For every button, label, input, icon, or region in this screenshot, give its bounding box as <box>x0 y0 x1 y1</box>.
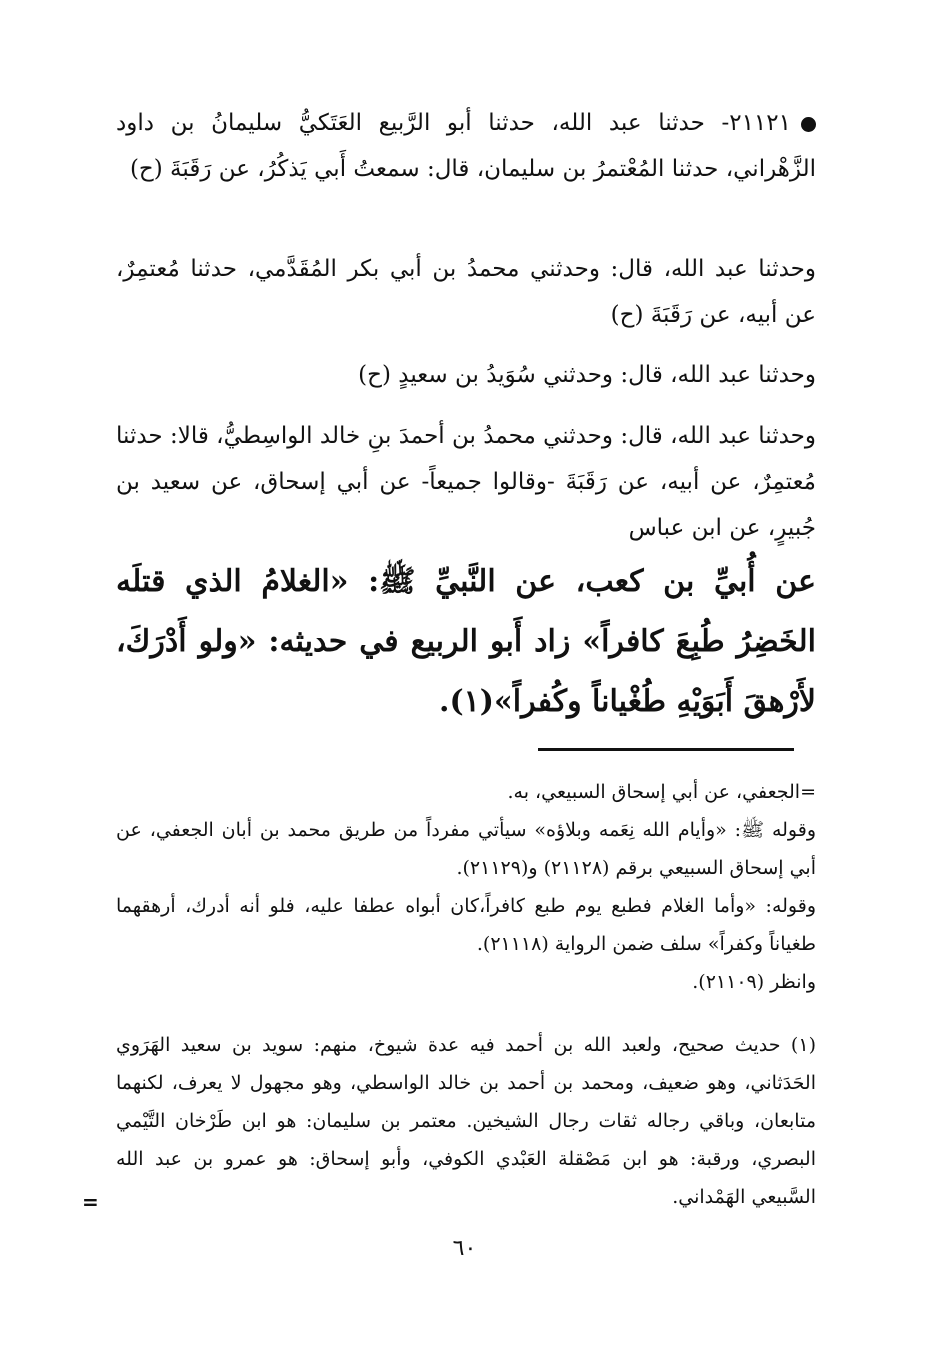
isnad-paragraph: وحدثنا عبد الله، قال: وحدثني محمدُ بن أحمدَ بنِ خالد الواسِطيُّ، قالا: حدثنا مُعتمِرٌ، عن أبيه، عن رَقَبَةَ -وقالوا جميعاً- عن أبي إسحاق، عن سعيد بن جُبيرٍ، عن ابن عباس <box>116 423 816 541</box>
continued-mark: = <box>82 1190 99 1214</box>
bullet-icon <box>801 117 816 132</box>
isnad-paragraph <box>116 100 816 192</box>
footnote-continuation <box>116 773 816 1001</box>
hadith-isnad-3 <box>116 352 816 398</box>
hadith-isnad-4 <box>116 413 816 551</box>
hadith-isnad-2 <box>116 246 816 338</box>
page-number: ٦٠ <box>452 1236 477 1261</box>
hadith-matn <box>116 552 816 732</box>
footnote-text: (١) حديث صحيح، ولعبد الله بن أحمد فيه عدة شيوخ، منهم: سويد بن سعيد الهَرَوي الحَدَثاني، وهو ضعيف، ومحمد بن أحمد بن خالد الواسطي، وهو مجهول لا يعرف، لكنهما متابعان، وباقي رجاله ثقات رجال الشيخين. معتمر بن سليمان: هو ابن طَرْخان التَّيْمي البصري، ورقبة: هو ابن مَصْقلة العَبْدي الكوفي، وأبو إسحاق: هو عمرو بن عبد الله السَّبيعي الهَمْداني. <box>116 1034 816 1208</box>
note-line: وقوله ﷺ: «وأيام الله نِعَمه وبلاؤه» سيأتي مفرداً من طريق محمد بن أبان الجعفي، عن أبي إسحاق السبيعي برقم (٢١١٢٨) و(٢١١٢٩). <box>116 819 816 879</box>
footnote-divider <box>538 748 794 751</box>
isnad-paragraph: وحدثنا عبد الله، قال: وحدثني محمدُ بن أبي بكر المُقَدَّمي، حدثنا مُعتمِرٌ، عن أبيه، عن رَقَبَةَ (ح) <box>116 256 816 328</box>
isnad-text: ٢١١٢١- حدثنا عبد الله، حدثنا أبو الرَّبيع العَتَكيُّ سليمانُ بن داود الزَّهْراني، حدثنا المُعْتمرُ بن سليمان، قال: سمعتُ أَبي يَذكُرُ، عن رَقَبَةَ (ح) <box>116 110 816 182</box>
matn-text: عن أُبيِّ بن كعب، عن النَّبيِّ ﷺ: «الغلامُ الذي قتلَه الخَضِرُ طُبِعَ كافراً» زاد أَبو الربيع في حديثه: «ولو أَدْرَكَ، لأَرْهقَ أَبَوَيْهِ طُغْياناً وكُفراً»(١). <box>116 564 816 719</box>
isnad-paragraph: وحدثنا عبد الله، قال: وحدثني سُوَيدُ بن سعيدٍ (ح) <box>358 362 816 388</box>
hadith-isnad-1 <box>116 100 816 192</box>
note-line: =الجعفي، عن أبي إسحاق السبيعي، به. <box>507 781 816 803</box>
note-line: وانظر (٢١١٠٩). <box>692 971 816 993</box>
footnote-1 <box>116 1026 816 1216</box>
note-line: وقوله: «وأما الغلام فطبع يوم طبع كافراً،كان أبواه عطفا عليه، فلو أنه أدرك، أرهقهما طغياناً وكفراً» سلف ضمن الرواية (٢١١١٨). <box>116 895 816 955</box>
